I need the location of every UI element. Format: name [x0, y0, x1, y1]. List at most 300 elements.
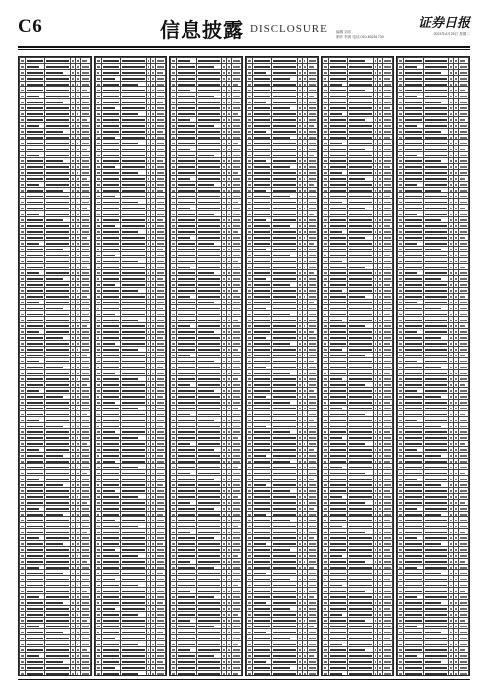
cell-text-line [82, 196, 89, 198]
cell-text-line [21, 573, 24, 575]
cell-text-line [152, 520, 154, 522]
cell-text-line [97, 219, 100, 221]
cell-text-line [122, 626, 145, 628]
cell-text-line [97, 208, 100, 210]
cell-text-line [248, 72, 251, 74]
cell-text-line [223, 567, 225, 569]
cell-text-line [97, 602, 100, 604]
cell-text-line [122, 225, 145, 227]
cell-text-line [228, 78, 230, 80]
cell-text-line [27, 178, 43, 180]
cell-text-line [228, 290, 230, 292]
cell-text-line [72, 219, 74, 221]
cell-text-line [172, 302, 175, 304]
cell-text-line [21, 331, 24, 333]
cell-text-line [198, 225, 221, 227]
cell-text-line [72, 655, 74, 657]
cell-text-line [122, 272, 145, 274]
cell-text-line [148, 149, 150, 151]
cell-text-line [198, 449, 214, 451]
cell-text-line [77, 673, 79, 675]
cell-text-line [178, 496, 194, 498]
cell-text-line [157, 638, 164, 640]
cell-text-line [27, 408, 43, 410]
cell-text-line [157, 320, 164, 322]
cell-text-line [228, 532, 230, 534]
cell-text-line [122, 284, 145, 286]
cell-text-line [178, 184, 194, 186]
cell-text-line [122, 496, 138, 498]
cell-text-line [152, 78, 154, 80]
cell-text-line [77, 137, 79, 139]
cell-text-line [233, 437, 238, 439]
cell-text-line [27, 325, 43, 327]
cell-text-line [152, 396, 154, 398]
cell-text-line [152, 661, 154, 663]
cell-text-line [103, 402, 115, 404]
cell-text-line [27, 479, 39, 481]
cell-text-line [172, 431, 175, 433]
cell-text-line [157, 443, 164, 445]
cell-text-line [233, 337, 240, 339]
editor-line: 制作 李波 电话 010-83251730 [336, 35, 384, 39]
cell-text-line [72, 231, 74, 233]
cell-text-line [148, 437, 150, 439]
cell-text-line [97, 184, 100, 186]
cell-text-line [178, 290, 194, 292]
cell-text-line [122, 190, 145, 192]
cell-text-line [82, 502, 87, 504]
cell-text-line [72, 426, 74, 428]
cell-text-line [122, 561, 145, 563]
cell-text-line [172, 267, 175, 269]
cell-text-line [178, 602, 194, 604]
cell-text-line [103, 414, 119, 416]
cell-text-line [198, 272, 214, 274]
cell-text-line [103, 66, 119, 68]
table-column [245, 56, 319, 676]
cell-text-line [148, 72, 150, 74]
cell-text-line [97, 349, 100, 351]
cell-text-line [46, 337, 62, 339]
cell-text-line [46, 408, 69, 410]
cell-text-line [46, 361, 69, 363]
cell-text-line [178, 384, 190, 386]
cell-text-line [27, 320, 43, 322]
cell-text-line [228, 537, 230, 539]
cell-text-line [82, 514, 89, 516]
cell-text-line [72, 249, 74, 251]
cell-text-line [198, 296, 221, 298]
cell-text-line [27, 355, 43, 357]
cell-text-line [198, 626, 214, 628]
cell-text-line [157, 555, 164, 557]
cell-text-line [198, 308, 221, 310]
cell-text-line [97, 172, 100, 174]
cell-text-line [198, 219, 221, 221]
cell-text-line [157, 620, 164, 622]
cell-text-line [233, 119, 240, 121]
cell-text-line [122, 296, 145, 298]
cell-text-line [148, 602, 150, 604]
cell-text-line [157, 272, 164, 274]
cell-text-line [157, 66, 164, 68]
table-cell [101, 670, 120, 676]
cell-text-line [27, 196, 43, 198]
table-cell [156, 670, 166, 676]
cell-text-line [198, 78, 221, 80]
cell-text-line [198, 343, 221, 345]
cell-text-line [157, 502, 164, 504]
cell-text-line [21, 243, 24, 245]
cell-text-line [228, 66, 230, 68]
cell-text-line [122, 585, 138, 587]
cell-text-line [172, 579, 175, 581]
cell-text-line [152, 296, 154, 298]
cell-text-line [97, 437, 100, 439]
cell-text-line [228, 585, 230, 587]
cell-text-line [157, 337, 162, 339]
cell-text-line [103, 78, 115, 80]
cell-text-line [27, 449, 39, 451]
cell-text-line [172, 255, 175, 257]
cell-text-line [103, 131, 119, 133]
cell-text-line [77, 113, 79, 115]
cell-text-line [233, 602, 240, 604]
cell-text-line [273, 60, 296, 62]
cell-text-line [77, 596, 79, 598]
cell-text-line [157, 178, 164, 180]
cell-text-line [233, 60, 240, 62]
cell-text-line [152, 437, 154, 439]
cell-text-line [223, 96, 225, 98]
cell-text-line [103, 190, 119, 192]
cell-text-line [172, 573, 175, 575]
cell-text-line [46, 596, 69, 598]
cell-text-line [233, 426, 240, 428]
cell-text-line [198, 125, 214, 127]
cell-text-line [172, 549, 175, 551]
cell-text-line [172, 343, 175, 345]
cell-text-line [172, 290, 175, 292]
cell-text-line [103, 184, 119, 186]
cell-text-line [198, 378, 221, 380]
cell-text-line [223, 520, 225, 522]
cell-text-line [233, 166, 240, 168]
cell-text-line [148, 349, 150, 351]
cell-text-line [77, 190, 79, 192]
cell-text-line [82, 455, 89, 457]
cell-text-line [103, 573, 119, 575]
cell-text-line [72, 261, 74, 263]
cell-text-line [82, 367, 89, 369]
cell-text-line [72, 84, 74, 86]
cell-text-line [157, 243, 164, 245]
cell-text-line [82, 490, 89, 492]
cell-text-line [21, 496, 24, 498]
cell-text-line [27, 278, 43, 280]
cell-text-line [152, 90, 154, 92]
cell-text-line [157, 314, 164, 316]
cell-text-line [82, 431, 89, 433]
cell-text-line [233, 160, 240, 162]
cell-text-line [122, 378, 138, 380]
cell-text-line [82, 149, 87, 151]
cell-text-line [103, 237, 119, 239]
cell-text-line [172, 219, 175, 221]
cell-text-line [172, 90, 175, 92]
cell-text-line [172, 437, 175, 439]
cell-text-line [103, 608, 115, 610]
cell-text-line [157, 225, 164, 227]
cell-text-line [223, 390, 225, 392]
cell-text-line [228, 496, 230, 498]
cell-text-line [72, 661, 74, 663]
cell-text-line [46, 455, 62, 457]
cell-text-line [223, 125, 225, 127]
cell-text-line [97, 214, 100, 216]
cell-text-line [228, 514, 230, 516]
cell-text-line [157, 591, 164, 593]
cell-text-line [198, 261, 221, 263]
cell-text-line [152, 131, 154, 133]
cell-text-line [46, 96, 69, 98]
table-row [171, 670, 242, 676]
cell-text-line [157, 267, 164, 269]
cell-text-line [157, 426, 162, 428]
section-title-english: DISCLOSURE [250, 23, 328, 35]
cell-text-line [157, 508, 164, 510]
cell-text-line [152, 626, 154, 628]
cell-text-line [46, 573, 62, 575]
cell-text-line [72, 467, 74, 469]
cell-text-line [172, 455, 175, 457]
cell-text-line [122, 302, 145, 304]
cell-text-line [223, 261, 225, 263]
cell-text-line [103, 449, 119, 451]
cell-text-line [172, 184, 175, 186]
cell-text-line [198, 520, 221, 522]
cell-text-line [172, 449, 175, 451]
cell-text-line [223, 355, 225, 357]
cell-text-line [72, 573, 74, 575]
cell-text-line [27, 90, 43, 92]
cell-text-line [148, 255, 150, 257]
cell-text-line [233, 178, 240, 180]
cell-text-line [223, 267, 225, 269]
cell-text-line [228, 431, 230, 433]
cell-text-line [178, 84, 194, 86]
cell-text-line [152, 137, 154, 139]
cell-text-line [97, 567, 100, 569]
cell-text-line [82, 84, 89, 86]
cell-text-line [152, 361, 154, 363]
cell-text-line [77, 490, 79, 492]
cell-text-line [122, 384, 145, 386]
cell-text-line [21, 591, 24, 593]
cell-text-line [228, 479, 230, 481]
cell-text-line [72, 255, 74, 257]
cell-text-line [97, 408, 100, 410]
cell-text-line [148, 166, 150, 168]
cell-text-line [27, 632, 43, 634]
cell-text-line [233, 78, 240, 80]
cell-text-line [178, 396, 194, 398]
cell-text-line [97, 414, 100, 416]
cell-text-line [223, 490, 225, 492]
cell-text-line [152, 102, 154, 104]
cell-text-line [178, 390, 194, 392]
cell-text-line [82, 208, 87, 210]
cell-text-line [148, 373, 150, 375]
cell-text-line [27, 431, 43, 433]
cell-text-line [254, 78, 270, 80]
cell-text-line [82, 72, 89, 74]
cell-text-line [21, 208, 24, 210]
cell-text-line [97, 484, 100, 486]
cell-text-line [97, 591, 100, 593]
cell-text-line [198, 290, 221, 292]
cell-text-line [228, 272, 230, 274]
cell-text-line [157, 449, 164, 451]
cell-text-line [103, 166, 115, 168]
cell-text-line [172, 214, 175, 216]
cell-text-line [223, 325, 225, 327]
cell-text-line [172, 119, 175, 121]
cell-text-line [72, 543, 74, 545]
cell-text-line [233, 243, 240, 245]
cell-text-line [228, 302, 230, 304]
cell-text-line [233, 431, 240, 433]
cell-text-line [223, 272, 225, 274]
cell-text-line [152, 455, 154, 457]
cell-text-line [77, 237, 79, 239]
cell-text-line [172, 131, 175, 133]
cell-text-line [77, 449, 79, 451]
cell-text-line [228, 655, 230, 657]
cell-text-line [157, 667, 164, 669]
cell-text-line [21, 490, 24, 492]
cell-text-line [122, 155, 145, 157]
cell-text-line [148, 107, 150, 109]
cell-text-line [46, 437, 69, 439]
cell-text-line [157, 402, 164, 404]
cell-text-line [27, 337, 43, 339]
cell-text-line [233, 479, 240, 481]
cell-text-line [178, 479, 194, 481]
cell-text-line [228, 160, 230, 162]
cell-text-line [148, 431, 150, 433]
cell-text-line [46, 378, 69, 380]
cell-text-line [152, 555, 154, 557]
cell-text-line [97, 343, 100, 345]
cell-text-line [46, 355, 69, 357]
cell-text-line [103, 420, 119, 422]
cell-text-line [103, 196, 115, 198]
cell-text-line [46, 632, 62, 634]
cell-text-line [27, 60, 43, 62]
cell-text-line [172, 166, 175, 168]
cell-text-line [103, 72, 119, 74]
cell-text-line [122, 437, 138, 439]
cell-text-line [148, 314, 150, 316]
cell-text-line [103, 325, 119, 327]
cell-text-line [223, 178, 225, 180]
cell-text-line [72, 66, 74, 68]
cell-text-line [122, 602, 145, 604]
cell-text-line [157, 131, 162, 133]
cell-text-line [122, 608, 145, 610]
cell-text-line [157, 72, 162, 74]
cell-text-line [157, 378, 164, 380]
cell-text-line [122, 526, 138, 528]
cell-text-line [152, 72, 154, 74]
cell-text-line [103, 225, 115, 227]
cell-text-line [152, 532, 154, 534]
cell-text-line [46, 396, 62, 398]
cell-text-line [178, 591, 190, 593]
cell-text-line [157, 107, 164, 109]
cell-text-line [97, 196, 100, 198]
cell-text-line [21, 278, 24, 280]
cell-text-line [152, 66, 154, 68]
cell-text-line [198, 384, 221, 386]
cell-text-line [178, 237, 190, 239]
cell-text-line [122, 408, 138, 410]
cell-text-line [122, 125, 145, 127]
cell-text-line [172, 426, 175, 428]
cell-text-line [27, 602, 43, 604]
cell-text-line [148, 308, 150, 310]
cell-text-line [157, 172, 164, 174]
cell-text-line [77, 320, 79, 322]
cell-text-line [148, 649, 150, 651]
cell-text-line [77, 579, 79, 581]
cell-text-line [157, 532, 164, 534]
cell-text-line [103, 302, 119, 304]
cell-text-line [228, 343, 230, 345]
cell-text-line [72, 508, 74, 510]
cell-text-line [122, 349, 138, 351]
cell-text-line [77, 172, 79, 174]
cell-text-line [223, 331, 225, 333]
cell-text-line [21, 520, 24, 522]
cell-text-line [148, 420, 150, 422]
cell-text-line [46, 555, 69, 557]
cell-text-line [228, 166, 230, 168]
cell-text-line [122, 278, 145, 280]
cell-text-line [97, 166, 100, 168]
cell-text-line [77, 561, 79, 563]
table-cell [120, 670, 146, 676]
cell-text-line [233, 632, 240, 634]
cell-text-line [228, 143, 230, 145]
cell-text-line [122, 673, 138, 675]
cell-text-line [103, 567, 119, 569]
cell-text-line [21, 644, 24, 646]
cell-text-line [198, 514, 221, 516]
cell-text-line [72, 284, 74, 286]
cell-text-line [148, 508, 150, 510]
cell-text-line [122, 214, 145, 216]
cell-text-line [122, 137, 145, 139]
cell-text-line [233, 349, 238, 351]
cell-text-line [21, 190, 24, 192]
cell-text-line [223, 373, 225, 375]
cell-text-line [21, 143, 24, 145]
cell-text-line [27, 308, 43, 310]
cell-text-line [82, 66, 89, 68]
